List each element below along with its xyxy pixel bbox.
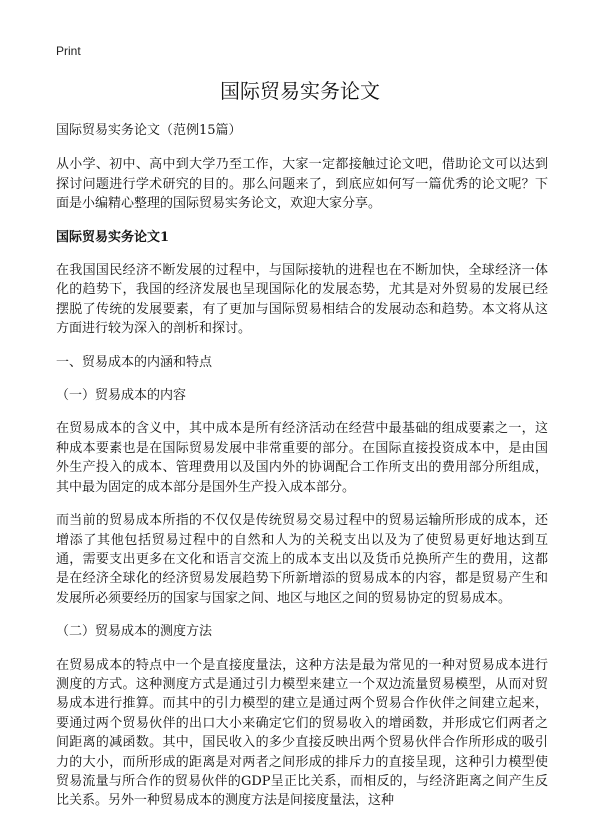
document-body [56, 121, 548, 811]
body-paragraph: 在贸易成本的含义中，其中成本是所有经济活动在经营中最基础的组成要素之一，这种成本要素也是在国际贸易发展中非常重要的部分。在国际直接投资成本中，是由国外生产投入的成本、管理费用以及国内外的协调配合工作所支出的费用部分所组成，其中最为固定的成本部分是国外生产投入成本部分。 [56, 421, 548, 495]
body-paragraph: 在我国国民经济不断发展的过程中，与国际接轨的进程也在不断加快，全球经济一体化的趋势下，我国的经济发展也呈现国际化的发展态势，尤其是对外贸易的发展已经摆脱了传统的发展要素，有了更加与国际贸易相结合的发展动态和趋势。本文将从这方面进行较为深入的剖析和探讨。 [56, 263, 548, 337]
subsection-heading: （二）贸易成本的测度方法 [56, 624, 213, 640]
section-heading: 国际贸易实务论文1 [56, 229, 170, 245]
document-subtitle: 国际贸易实务论文（范例15篇） [56, 123, 242, 138]
body-paragraph: 在贸易成本的特点中一个是直接度量法，这种方法是最为常见的一种对贸易成本进行测度的方式。这种测度方式是通过引力模型来建立一个双边流量贸易模型，从而对贸易成本进行推算。而其中的引力模型的建立是通过两个贸易合作伙伴之间建立起来，要通过两个贸易伙伴的出口大小来确定它们的贸易收入的增函数，并形成它们两者之间距离的减函数。其中，国民收入的多少直接反映出两个贸易伙伴合作所形成的吸引力的大小，而所形成的距离是对两者之间形成的排斥力的直接呈现，这种引力模型使贸易流量与所合作的贸易伙伴的GDP呈正比关系，而相反的，与经济距离之间产生反比关系。另外一种贸易成本的测度方法是间接度量法，这种 [56, 657, 548, 809]
print-link[interactable]: Print [56, 44, 81, 58]
subsection-heading: （一）贸易成本的内容 [56, 388, 187, 404]
body-paragraph: 而当前的贸易成本所指的不仅仅是传统贸易交易过程中的贸易运输所形成的成本，还增添了其他包括贸易过程中的自然和人为的关税支出以及为了使贸易更好地达到互通，需要支出更多在文化和语言交流上的成本支出以及货币兑换所产生的费用，这都是在经济全球化的经济贸易发展趋势下所新增添的贸易成本的内容，都是贸易产生和发展所必须要经历的国家与国家之间、地区与地区之间的贸易协定的贸易成本。 [56, 513, 548, 606]
intro-paragraph: 从小学、初中、高中到大学乃至工作，大家一定都接触过论文吧，借助论文可以达到探讨问题进行学术研究的目的。那么问题来了，到底应如何写一篇优秀的论文呢？下面是小编精心整理的国际贸易实务论文，欢迎大家分享。 [56, 157, 548, 212]
document-title: 国际贸易实务论文 [220, 79, 380, 103]
chapter-heading: 一、贸易成本的内涵和特点 [56, 354, 213, 370]
